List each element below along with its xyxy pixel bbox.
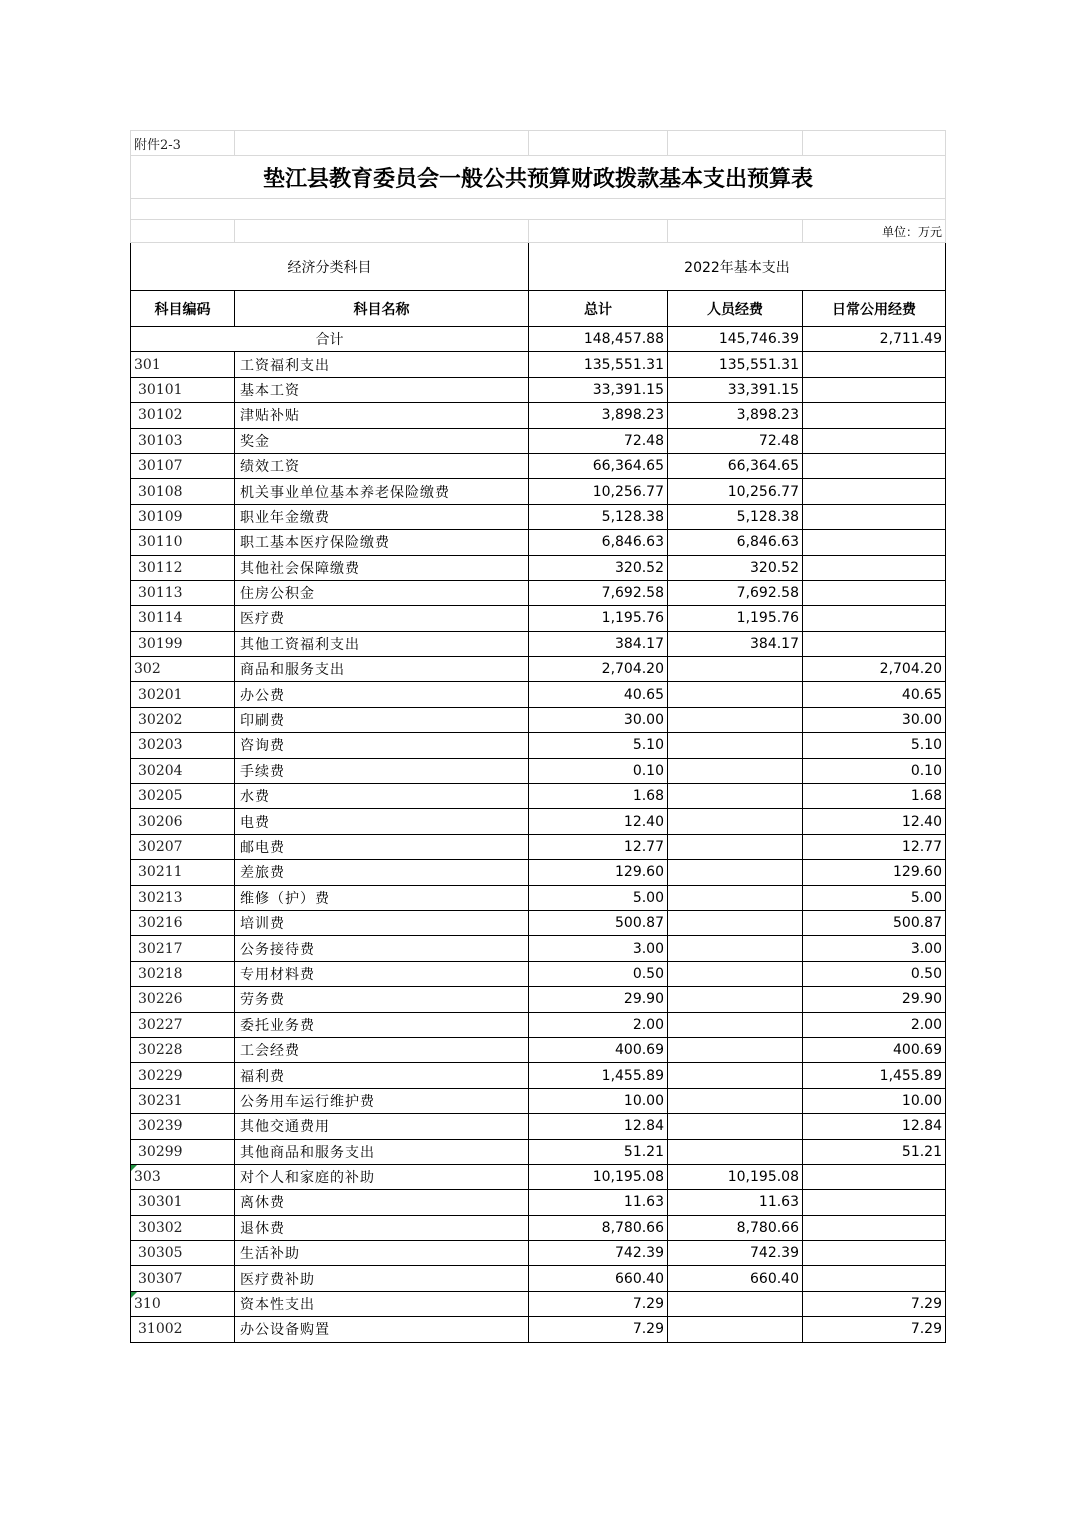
cell-total: 7.29 [529, 1317, 668, 1342]
cell-personnel: 742.39 [668, 1241, 803, 1266]
cell-total: 135,551.31 [529, 352, 668, 377]
cell-total: 5.10 [529, 733, 668, 758]
cell-public: 7.29 [803, 1291, 946, 1316]
cell-name: 资本性支出 [235, 1291, 529, 1316]
table-row [131, 1012, 946, 1037]
table-row [131, 606, 946, 631]
table-row [131, 1088, 946, 1113]
cell-public [803, 403, 946, 428]
cell-code-text: 310 [134, 1296, 161, 1313]
cell-code: 30110 [131, 530, 235, 555]
attachment-label: 附件2-3 [131, 131, 235, 156]
cell-code: 30231 [131, 1088, 235, 1113]
cell-personnel [668, 1291, 803, 1316]
cell-personnel [668, 1063, 803, 1088]
cell-code: 30211 [131, 860, 235, 885]
cell-name: 医疗费补助 [235, 1266, 529, 1291]
cell-public [803, 606, 946, 631]
cell-public: 0.10 [803, 758, 946, 783]
cell-total: 1,455.89 [529, 1063, 668, 1088]
cell-public: 12.77 [803, 834, 946, 859]
cell-code: 30228 [131, 1037, 235, 1062]
cell-total: 6,846.63 [529, 530, 668, 555]
cell-total: 29.90 [529, 987, 668, 1012]
cell-public: 129.60 [803, 860, 946, 885]
cell-personnel: 6,846.63 [668, 530, 803, 555]
cell-public: 7.29 [803, 1317, 946, 1342]
cell-code: 30307 [131, 1266, 235, 1291]
header-code: 科目编码 [131, 291, 235, 327]
table-row [131, 784, 946, 809]
cell-name: 公务用车运行维护费 [235, 1088, 529, 1113]
cell-total: 10,195.08 [529, 1164, 668, 1189]
cell-code: 30113 [131, 580, 235, 605]
cell-personnel: 135,551.31 [668, 352, 803, 377]
cell-name: 津贴补贴 [235, 403, 529, 428]
cell-code-text: 303 [134, 1169, 161, 1186]
cell-public [803, 504, 946, 529]
cell-personnel [668, 885, 803, 910]
cell-public: 30.00 [803, 707, 946, 732]
title-row [131, 156, 946, 199]
cell-personnel [668, 961, 803, 986]
cell-name: 印刷费 [235, 707, 529, 732]
cell-personnel: 8,780.66 [668, 1215, 803, 1240]
cell-name: 其他工资福利支出 [235, 631, 529, 656]
cell-personnel [668, 784, 803, 809]
cell-code: 30218 [131, 961, 235, 986]
cell-code: 30227 [131, 1012, 235, 1037]
cell-personnel: 66,364.65 [668, 453, 803, 478]
cell-code: 30229 [131, 1063, 235, 1088]
cell-public: 3.00 [803, 936, 946, 961]
cell-code: 30226 [131, 987, 235, 1012]
cell-public [803, 1164, 946, 1189]
cell-total: 400.69 [529, 1037, 668, 1062]
table-row [131, 403, 946, 428]
cell-code: 30213 [131, 885, 235, 910]
table-row [131, 1114, 946, 1139]
cell-code [131, 1164, 235, 1189]
cell-name: 住房公积金 [235, 580, 529, 605]
cell-name: 离休费 [235, 1190, 529, 1215]
cell-name: 商品和服务支出 [235, 657, 529, 682]
cell-total: 7.29 [529, 1291, 668, 1316]
header-total: 总计 [529, 291, 668, 327]
cell-public: 12.84 [803, 1114, 946, 1139]
budget-sheet [130, 130, 945, 1343]
cell-name: 水费 [235, 784, 529, 809]
cell-name: 其他商品和服务支出 [235, 1139, 529, 1164]
cell-code: 30203 [131, 733, 235, 758]
cell-personnel [668, 910, 803, 935]
cell-public [803, 530, 946, 555]
cell-personnel: 11.63 [668, 1190, 803, 1215]
table-row [131, 1139, 946, 1164]
table-row [131, 1164, 946, 1189]
cell-personnel [668, 1317, 803, 1342]
cell-personnel [668, 1139, 803, 1164]
cell-name: 工会经费 [235, 1037, 529, 1062]
cell-total: 66,364.65 [529, 453, 668, 478]
cell-name: 办公费 [235, 682, 529, 707]
cell-public: 29.90 [803, 987, 946, 1012]
cell-public [803, 453, 946, 478]
cell-public [803, 580, 946, 605]
cell-public: 2.00 [803, 1012, 946, 1037]
table-row [131, 1190, 946, 1215]
cell-public: 400.69 [803, 1037, 946, 1062]
cell-personnel: 33,391.15 [668, 377, 803, 402]
cell-name: 其他交通费用 [235, 1114, 529, 1139]
budget-table [130, 130, 946, 1343]
cell-code: 30112 [131, 555, 235, 580]
total-personnel: 145,746.39 [668, 327, 803, 352]
cell-total: 12.40 [529, 809, 668, 834]
cell-personnel: 384.17 [668, 631, 803, 656]
table-row [131, 961, 946, 986]
cell-public [803, 555, 946, 580]
cell-public: 40.65 [803, 682, 946, 707]
cell-public [803, 352, 946, 377]
table-row [131, 682, 946, 707]
table-row [131, 555, 946, 580]
table-row [131, 657, 946, 682]
cell-public: 2,704.20 [803, 657, 946, 682]
cell-code: 30204 [131, 758, 235, 783]
cell-personnel: 1,195.76 [668, 606, 803, 631]
cell-total: 33,391.15 [529, 377, 668, 402]
cell-public [803, 1241, 946, 1266]
cell-code: 302 [131, 657, 235, 682]
cell-public [803, 1215, 946, 1240]
cell-total: 51.21 [529, 1139, 668, 1164]
cell-code: 30206 [131, 809, 235, 834]
cell-total: 742.39 [529, 1241, 668, 1266]
cell-name: 基本工资 [235, 377, 529, 402]
table-row [131, 1063, 946, 1088]
cell-note-marker [131, 1292, 137, 1298]
cell-personnel: 72.48 [668, 428, 803, 453]
cell-public: 51.21 [803, 1139, 946, 1164]
table-row [131, 733, 946, 758]
header-basic-expenditure: 2022年基本支出 [529, 243, 946, 291]
cell-name: 劳务费 [235, 987, 529, 1012]
cell-public: 5.00 [803, 885, 946, 910]
unit-row [131, 220, 946, 243]
cell-personnel [668, 707, 803, 732]
cell-total: 1,195.76 [529, 606, 668, 631]
cell-personnel [668, 987, 803, 1012]
cell-personnel: 660.40 [668, 1266, 803, 1291]
cell-name: 工资福利支出 [235, 352, 529, 377]
cell-name: 培训费 [235, 910, 529, 935]
table-row [131, 885, 946, 910]
table-row [131, 1215, 946, 1240]
cell-total: 384.17 [529, 631, 668, 656]
cell-name: 差旅费 [235, 860, 529, 885]
cell-total: 1.68 [529, 784, 668, 809]
cell-public: 1,455.89 [803, 1063, 946, 1088]
unit-label: 单位：万元 [803, 220, 946, 243]
cell-total: 2,704.20 [529, 657, 668, 682]
cell-name: 绩效工资 [235, 453, 529, 478]
cell-personnel [668, 758, 803, 783]
table-row [131, 352, 946, 377]
cell-name: 委托业务费 [235, 1012, 529, 1037]
cell-code: 30107 [131, 453, 235, 478]
header-row-columns [131, 291, 946, 327]
cell-total: 0.10 [529, 758, 668, 783]
cell-personnel [668, 834, 803, 859]
cell-name: 福利费 [235, 1063, 529, 1088]
cell-name: 办公设备购置 [235, 1317, 529, 1342]
cell-code [131, 1291, 235, 1316]
cell-total: 12.77 [529, 834, 668, 859]
cell-public [803, 428, 946, 453]
cell-name: 对个人和家庭的补助 [235, 1164, 529, 1189]
total-row [131, 327, 946, 352]
cell-personnel [668, 733, 803, 758]
page-title: 垫江县教育委员会一般公共预算财政拨款基本支出预算表 [131, 156, 946, 199]
header-public: 日常公用经费 [803, 291, 946, 327]
cell-personnel: 5,128.38 [668, 504, 803, 529]
table-row [131, 479, 946, 504]
cell-name: 机关事业单位基本养老保险缴费 [235, 479, 529, 504]
cell-total: 8,780.66 [529, 1215, 668, 1240]
cell-total: 11.63 [529, 1190, 668, 1215]
cell-total: 40.65 [529, 682, 668, 707]
cell-personnel [668, 860, 803, 885]
cell-total: 5,128.38 [529, 504, 668, 529]
cell-code: 301 [131, 352, 235, 377]
table-row [131, 1266, 946, 1291]
cell-code: 30301 [131, 1190, 235, 1215]
header-name: 科目名称 [235, 291, 529, 327]
cell-total: 3.00 [529, 936, 668, 961]
total-label: 合计 [131, 327, 529, 352]
cell-code: 30202 [131, 707, 235, 732]
table-row [131, 910, 946, 935]
cell-code: 30102 [131, 403, 235, 428]
cell-total: 3,898.23 [529, 403, 668, 428]
table-row [131, 809, 946, 834]
cell-total: 10,256.77 [529, 479, 668, 504]
cell-public: 1.68 [803, 784, 946, 809]
cell-name: 职业年金缴费 [235, 504, 529, 529]
cell-code: 31002 [131, 1317, 235, 1342]
cell-personnel: 7,692.58 [668, 580, 803, 605]
cell-personnel [668, 1037, 803, 1062]
cell-code: 30199 [131, 631, 235, 656]
cell-public: 0.50 [803, 961, 946, 986]
cell-name: 邮电费 [235, 834, 529, 859]
table-row [131, 631, 946, 656]
table-row [131, 1241, 946, 1266]
cell-public [803, 631, 946, 656]
cell-name: 生活补助 [235, 1241, 529, 1266]
table-row [131, 936, 946, 961]
cell-code: 30101 [131, 377, 235, 402]
cell-public: 10.00 [803, 1088, 946, 1113]
cell-public: 500.87 [803, 910, 946, 935]
cell-personnel [668, 657, 803, 682]
cell-personnel [668, 1088, 803, 1113]
cell-total: 500.87 [529, 910, 668, 935]
total-public: 2,711.49 [803, 327, 946, 352]
total-amount: 148,457.88 [529, 327, 668, 352]
cell-code: 30217 [131, 936, 235, 961]
table-row [131, 504, 946, 529]
cell-code: 30302 [131, 1215, 235, 1240]
cell-total: 320.52 [529, 555, 668, 580]
cell-code: 30299 [131, 1139, 235, 1164]
table-row [131, 1037, 946, 1062]
cell-name: 咨询费 [235, 733, 529, 758]
table-row [131, 987, 946, 1012]
table-row [131, 453, 946, 478]
cell-name: 其他社会保障缴费 [235, 555, 529, 580]
cell-code: 30114 [131, 606, 235, 631]
cell-note-marker [131, 1165, 137, 1171]
cell-total: 7,692.58 [529, 580, 668, 605]
cell-total: 12.84 [529, 1114, 668, 1139]
attachment-row [131, 131, 946, 156]
cell-name: 电费 [235, 809, 529, 834]
cell-name: 医疗费 [235, 606, 529, 631]
table-row [131, 428, 946, 453]
cell-personnel [668, 1012, 803, 1037]
cell-public [803, 377, 946, 402]
cell-code: 30239 [131, 1114, 235, 1139]
cell-personnel [668, 1114, 803, 1139]
cell-code: 30109 [131, 504, 235, 529]
table-row [131, 860, 946, 885]
cell-personnel: 320.52 [668, 555, 803, 580]
table-row [131, 1317, 946, 1342]
cell-name: 职工基本医疗保险缴费 [235, 530, 529, 555]
cell-personnel: 10,195.08 [668, 1164, 803, 1189]
cell-name: 退休费 [235, 1215, 529, 1240]
cell-public: 12.40 [803, 809, 946, 834]
table-row [131, 834, 946, 859]
cell-total: 72.48 [529, 428, 668, 453]
cell-public [803, 1190, 946, 1215]
header-economic-classification: 经济分类科目 [131, 243, 529, 291]
cell-name: 专用材料费 [235, 961, 529, 986]
cell-personnel [668, 936, 803, 961]
cell-name: 奖金 [235, 428, 529, 453]
cell-total: 5.00 [529, 885, 668, 910]
cell-name: 手续费 [235, 758, 529, 783]
cell-total: 129.60 [529, 860, 668, 885]
cell-total: 660.40 [529, 1266, 668, 1291]
header-row-group [131, 243, 946, 291]
table-row [131, 530, 946, 555]
cell-personnel: 3,898.23 [668, 403, 803, 428]
cell-code: 30108 [131, 479, 235, 504]
cell-code: 30201 [131, 682, 235, 707]
cell-name: 公务接待费 [235, 936, 529, 961]
cell-public [803, 1266, 946, 1291]
header-personnel: 人员经费 [668, 291, 803, 327]
cell-personnel: 10,256.77 [668, 479, 803, 504]
cell-total: 30.00 [529, 707, 668, 732]
cell-code: 30103 [131, 428, 235, 453]
table-row [131, 758, 946, 783]
cell-total: 0.50 [529, 961, 668, 986]
cell-total: 10.00 [529, 1088, 668, 1113]
table-row [131, 580, 946, 605]
table-row [131, 377, 946, 402]
table-row [131, 1291, 946, 1316]
cell-public: 5.10 [803, 733, 946, 758]
cell-code: 30205 [131, 784, 235, 809]
cell-code: 30305 [131, 1241, 235, 1266]
cell-name: 维修（护）费 [235, 885, 529, 910]
cell-public [803, 479, 946, 504]
cell-code: 30207 [131, 834, 235, 859]
cell-total: 2.00 [529, 1012, 668, 1037]
cell-code: 30216 [131, 910, 235, 935]
table-row [131, 707, 946, 732]
cell-personnel [668, 682, 803, 707]
cell-personnel [668, 809, 803, 834]
